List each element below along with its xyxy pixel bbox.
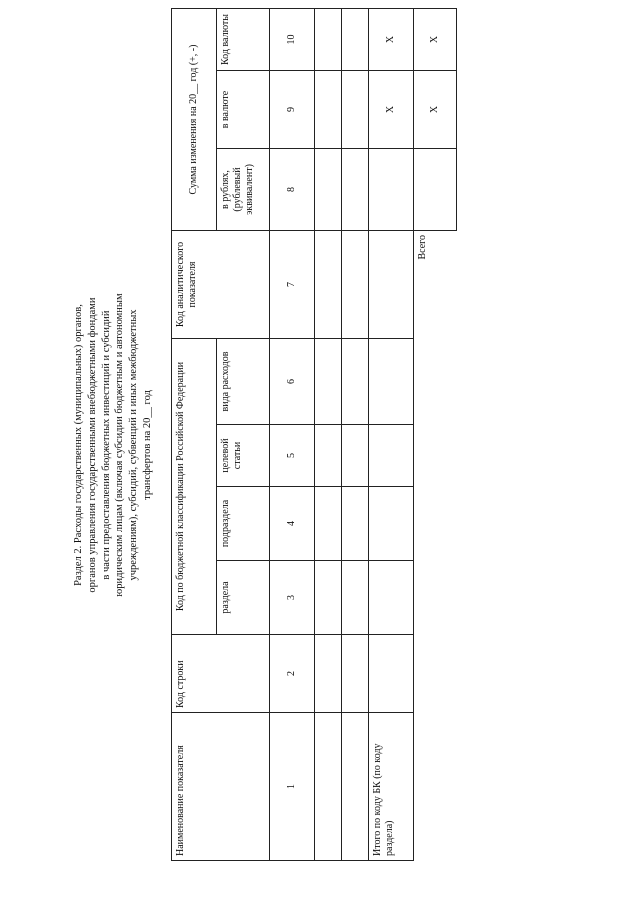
cell bbox=[342, 425, 369, 487]
column-number: 10 bbox=[270, 8, 315, 70]
heading-line: учреждениям), субсидий, субвенций и иных межбюджетных bbox=[128, 309, 140, 581]
x-mark: X bbox=[369, 71, 414, 149]
header-analytic-code: Код аналитического показателя bbox=[172, 231, 270, 339]
column-number: 5 bbox=[270, 425, 315, 487]
cell bbox=[369, 231, 414, 339]
table-row bbox=[315, 8, 342, 860]
column-number: 1 bbox=[270, 713, 315, 861]
column-number: 8 bbox=[270, 149, 315, 231]
cell bbox=[315, 425, 342, 487]
cell bbox=[369, 487, 414, 561]
cell bbox=[342, 713, 369, 861]
cell bbox=[315, 231, 342, 339]
cell bbox=[369, 561, 414, 635]
x-mark: X bbox=[414, 8, 457, 70]
cell bbox=[342, 339, 369, 425]
cell bbox=[342, 561, 369, 635]
x-mark: X bbox=[369, 8, 414, 70]
column-number: 7 bbox=[270, 231, 315, 339]
header-razdel: раздела bbox=[217, 561, 270, 635]
cell bbox=[315, 8, 342, 70]
heading-line: в части предоставления бюджетных инвестиций и субсидий bbox=[100, 310, 112, 580]
header-bk-group: Код по бюджетной классификации Российской Федерации bbox=[172, 339, 217, 635]
section-heading bbox=[72, 185, 155, 705]
heading-line: Раздел 2. Расходы государственных (муниципальных) органов, bbox=[73, 304, 84, 586]
x-mark: X bbox=[414, 71, 457, 149]
cell bbox=[369, 635, 414, 713]
table-row bbox=[342, 8, 369, 860]
column-number: 3 bbox=[270, 561, 315, 635]
cell bbox=[315, 339, 342, 425]
cell bbox=[315, 561, 342, 635]
cell bbox=[315, 149, 342, 231]
cell bbox=[369, 339, 414, 425]
column-numbers-row bbox=[270, 8, 315, 860]
cell bbox=[342, 149, 369, 231]
header-valcode: Код валюты bbox=[217, 8, 270, 70]
cell bbox=[342, 71, 369, 149]
column-number: 4 bbox=[270, 487, 315, 561]
cell bbox=[369, 149, 414, 231]
cell bbox=[342, 635, 369, 713]
header-val: в валюте bbox=[217, 71, 270, 149]
header-name: Наименование показателя bbox=[172, 713, 270, 861]
cell bbox=[315, 71, 342, 149]
cell bbox=[342, 8, 369, 70]
grand-total-label: Всего bbox=[414, 231, 457, 339]
heading-line: трансфертов на 20__ год bbox=[141, 390, 153, 500]
cell bbox=[342, 487, 369, 561]
column-number: 9 bbox=[270, 71, 315, 149]
cell bbox=[342, 231, 369, 339]
heading-line: юридическим лицам (включая субсидии бюджетным и автономным bbox=[114, 293, 126, 597]
header-sum-group: Сумма изменения на 20__ год (+, -) bbox=[172, 8, 217, 230]
column-number: 2 bbox=[270, 635, 315, 713]
cell bbox=[315, 487, 342, 561]
cell bbox=[369, 425, 414, 487]
header-rub: в рублях, (рублевый эквивалент) bbox=[217, 149, 270, 231]
cell bbox=[315, 713, 342, 861]
total-row bbox=[369, 8, 414, 860]
total-label: Итого по коду БК (по коду раздела) bbox=[369, 713, 414, 861]
header-line-code: Код строки bbox=[172, 635, 270, 713]
expenses-table bbox=[171, 8, 457, 861]
header-celevoy: целевой статьи bbox=[217, 425, 270, 487]
cell bbox=[414, 149, 457, 231]
header-vid: вида расходов bbox=[217, 339, 270, 425]
cell bbox=[315, 635, 342, 713]
column-number: 6 bbox=[270, 339, 315, 425]
header-podrazdel: подраздела bbox=[217, 487, 270, 561]
heading-line: органов управления государственными внебюджетными фондами bbox=[86, 297, 98, 593]
grand-total-row bbox=[414, 8, 457, 860]
